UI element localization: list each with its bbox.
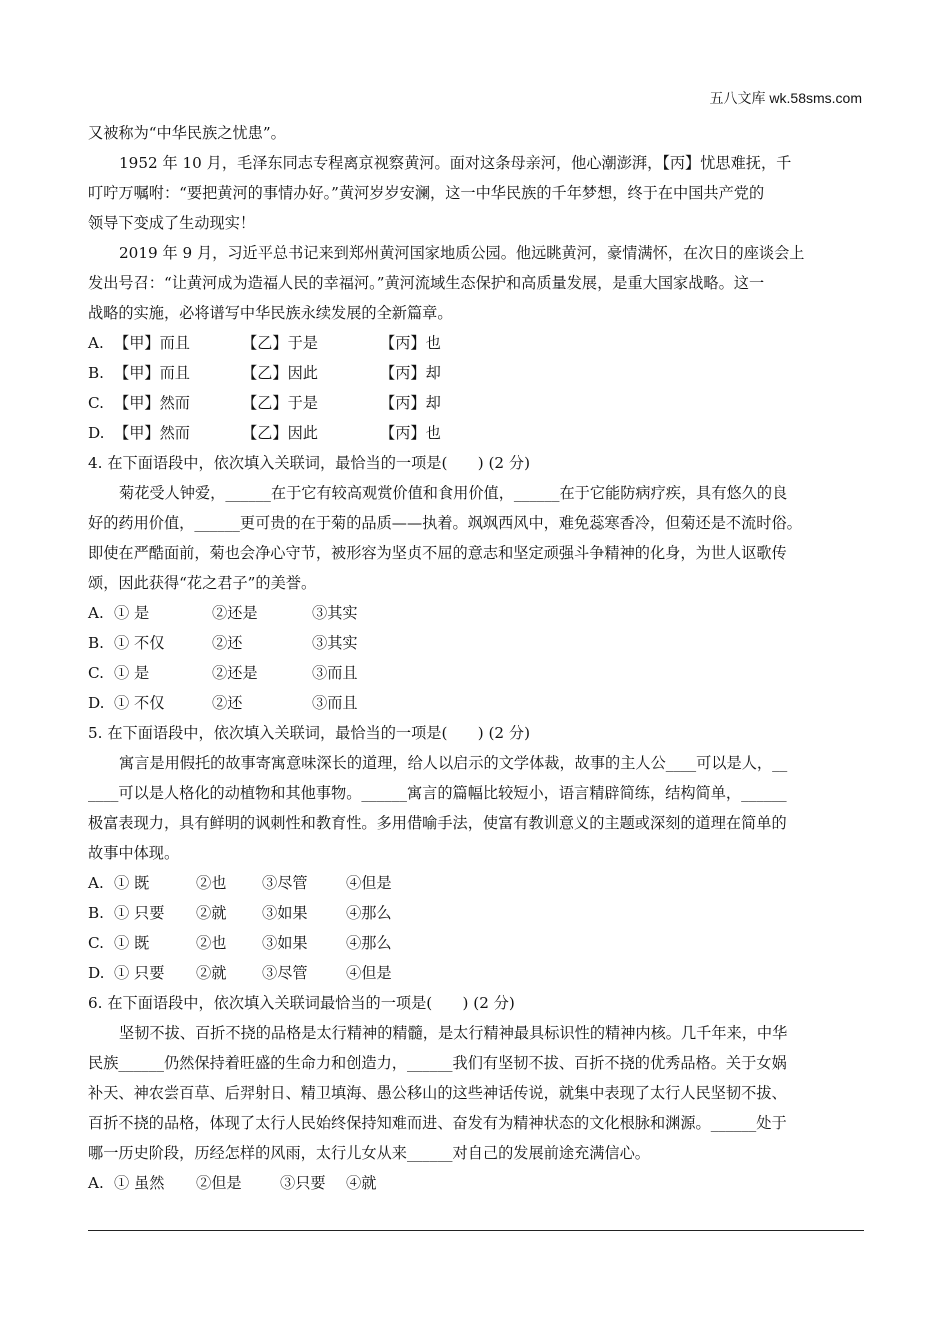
option-part: ②还是: [212, 664, 258, 682]
option-part: ③其实: [312, 604, 358, 622]
option-row: [88, 388, 864, 418]
paragraph-line: 菊花受人钟爱，______在于它有较高观赏价值和食用价值，______在于它能防病疗疾，具有悠久的良: [119, 484, 788, 502]
option-part: 【丙】也: [380, 424, 441, 442]
paragraph-line: 故事中体现。: [88, 844, 180, 862]
option-row: [88, 1168, 864, 1198]
option-part: 【甲】然而: [114, 394, 190, 412]
question-stem: 4. 在下面语段中，依次填入关联词，最恰当的一项是( ) (2 分): [88, 454, 531, 472]
option-label: A.: [88, 1174, 104, 1192]
option-part: ① 是: [114, 664, 150, 682]
passage-top: [88, 118, 864, 328]
option-part: 【甲】而且: [114, 364, 190, 382]
option-part: ②也: [196, 874, 227, 892]
option-row: [88, 328, 864, 358]
option-row: [88, 658, 864, 688]
option-label: A.: [88, 334, 104, 352]
option-part: ④但是: [346, 964, 392, 982]
option-row: [88, 928, 864, 958]
option-part: ③如果: [262, 904, 308, 922]
paragraph-line: 战略的实施，必将谱写中华民族永续发展的全新篇章。: [88, 304, 453, 322]
option-part: ④但是: [346, 874, 392, 892]
option-label: A.: [88, 874, 104, 892]
option-part: ③而且: [312, 664, 358, 682]
option-label: B.: [88, 904, 104, 922]
paragraph-line: 补天、神农尝百草、后羿射日、精卫填海、愚公移山的这些神话传说，就集中表现了太行人民坚韧不拔、: [88, 1084, 787, 1102]
option-part: ②也: [196, 934, 227, 952]
paragraph-line: ____可以是人格化的动植物和其他事物。______寓言的篇幅比较短小，语言精辟简练，结构简单，______: [88, 784, 787, 802]
option-label: B.: [88, 634, 104, 652]
option-part: ③尽管: [262, 964, 308, 982]
paragraph-line: 1952 年 10 月，毛泽东同志专程离京视察黄河。面对这条母亲河，他心潮澎湃，【丙】忧思难抚，千: [119, 154, 792, 172]
option-row: [88, 418, 864, 448]
option-part: ②还: [212, 634, 243, 652]
paragraph-line: 哪一历史阶段，历经怎样的风雨，太行儿女从来______对自己的发展前途充满信心。: [88, 1144, 650, 1162]
option-part: ① 只要: [114, 964, 165, 982]
paragraph-line: 好的药用价值，______更可贵的在于菊的品质——执着。飒飒西风中，难免蕊寒香冷，但菊还是不流时俗。: [88, 514, 802, 532]
option-label: C.: [88, 664, 104, 682]
option-label: D.: [88, 694, 105, 712]
paragraph-line: 发出号召：“让黄河成为造福人民的幸福河。”黄河流域生态保护和高质量发展，是重大国家战略。这一: [88, 274, 765, 292]
option-part: ① 是: [114, 604, 150, 622]
option-part: 【乙】因此: [242, 364, 318, 382]
option-part: ②就: [196, 904, 227, 922]
footer-divider: [88, 1230, 864, 1231]
site-watermark: 五八文库 wk.58sms.com: [709, 90, 862, 106]
paragraph-line: 寓言是用假托的故事寄寓意味深长的道理，给人以启示的文学体裁，故事的主人公____可以是人，__: [119, 754, 788, 772]
option-row: [88, 688, 864, 718]
option-part: ③只要: [280, 1174, 326, 1192]
option-row: [88, 868, 864, 898]
question-stem: 5. 在下面语段中，依次填入关联词，最恰当的一项是( ) (2 分): [88, 724, 531, 742]
option-part: 【乙】因此: [242, 424, 318, 442]
option-row: [88, 628, 864, 658]
paragraph-line: 颂，因此获得“花之君子”的美誉。: [88, 574, 317, 592]
paragraph-line: 坚韧不拔、百折不挠的品格是太行精神的精髓，是太行精神最具标识性的精神内核。几千年来，中华: [119, 1024, 788, 1042]
option-part: ③而且: [312, 694, 358, 712]
option-label: D.: [88, 964, 105, 982]
option-row: [88, 958, 864, 988]
option-part: 【乙】于是: [242, 394, 318, 412]
option-part: ① 虽然: [114, 1174, 165, 1192]
option-row: [88, 358, 864, 388]
option-part: ④那么: [346, 934, 392, 952]
option-part: ③尽管: [262, 874, 308, 892]
option-row: [88, 898, 864, 928]
question-5: [88, 718, 864, 988]
question-4: [88, 448, 864, 718]
option-label: C.: [88, 934, 104, 952]
option-part: ① 既: [114, 874, 150, 892]
option-part: ②还是: [212, 604, 258, 622]
option-part: 【甲】然而: [114, 424, 190, 442]
option-part: ②但是: [196, 1174, 242, 1192]
option-part: 【丙】却: [380, 394, 441, 412]
paragraph-line: 即使在严酷面前，菊也会净心守节，被形容为坚贞不屈的意志和坚定顽强斗争精神的化身，为世人讴歌传: [88, 544, 787, 562]
option-part: ① 只要: [114, 904, 165, 922]
option-label: B.: [88, 364, 104, 382]
option-part: ②还: [212, 694, 243, 712]
option-part: 【丙】也: [380, 334, 441, 352]
option-part: ③如果: [262, 934, 308, 952]
option-label: D.: [88, 424, 105, 442]
paragraph-line: 极富表现力，具有鲜明的讽刺性和教育性。多用借喻手法，使富有教训意义的主题或深刻的道理在简单的: [88, 814, 787, 832]
option-part: ④那么: [346, 904, 392, 922]
q3-options: [88, 328, 864, 448]
option-part: ① 既: [114, 934, 150, 952]
option-part: 【甲】而且: [114, 334, 190, 352]
option-row: [88, 598, 864, 628]
option-part: ① 不仅: [114, 634, 165, 652]
paragraph-line: 又被称为“中华民族之忧患”。: [88, 124, 286, 142]
option-part: ②就: [196, 964, 227, 982]
option-label: C.: [88, 394, 104, 412]
paragraph-line: 领导下变成了生动现实！: [88, 214, 256, 232]
option-label: A.: [88, 604, 104, 622]
option-part: 【丙】却: [380, 364, 441, 382]
paragraph-line: 民族______仍然保持着旺盛的生命力和创造力，______我们有坚韧不拔、百折不挠的优秀品格。关于女娲: [88, 1054, 787, 1072]
question-stem: 6. 在下面语段中，依次填入关联词最恰当的一项是( ) (2 分): [88, 994, 515, 1012]
option-part: 【乙】于是: [242, 334, 318, 352]
option-part: ① 不仅: [114, 694, 165, 712]
paragraph-line: 百折不挠的品格，体现了太行人民始终保持知难而进、奋发有为精神状态的文化根脉和渊源。______处于: [88, 1114, 787, 1132]
option-part: ③其实: [312, 634, 358, 652]
paragraph-line: 叮咛万嘱咐：“要把黄河的事情办好。”黄河岁岁安澜，这一中华民族的千年梦想，终于在中国共产党的: [88, 184, 765, 202]
option-part: ④就: [346, 1174, 377, 1192]
paragraph-line: 2019 年 9 月，习近平总书记来到郑州黄河国家地质公园。他远眺黄河，豪情满怀，在次日的座谈会上: [119, 244, 805, 262]
document-body: [88, 118, 864, 1198]
question-6: [88, 988, 864, 1198]
